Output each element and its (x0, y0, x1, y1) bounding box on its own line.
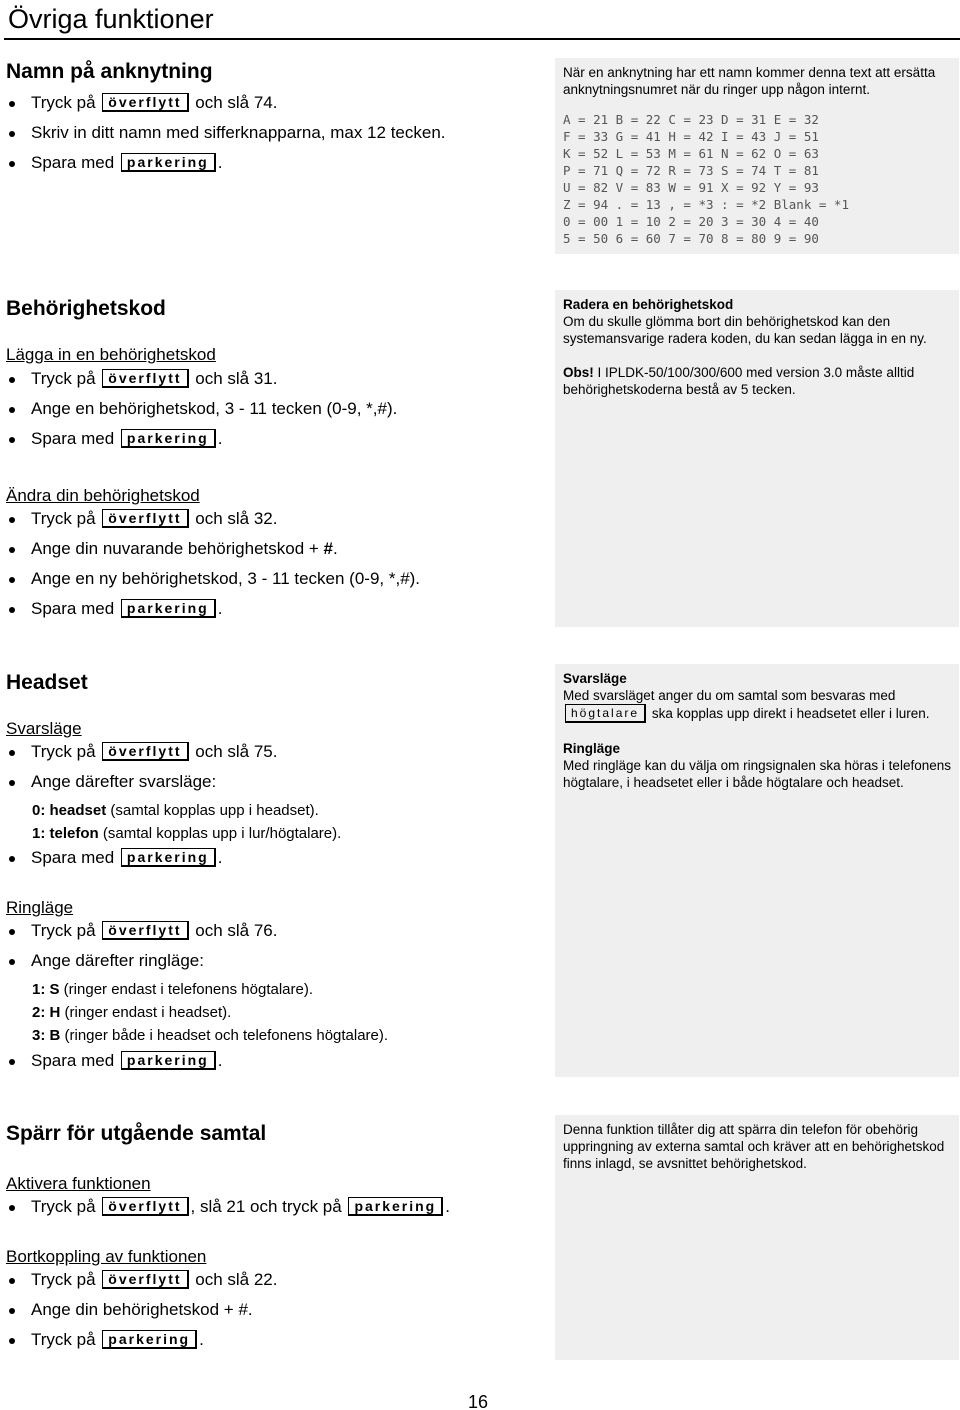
code-row: A = 21 B = 22 C = 23 D = 31 E = 32 (563, 112, 819, 127)
parkering-key: parkering (121, 1051, 216, 1070)
namn-info-box (555, 58, 959, 254)
option-item: 1: S (ringer endast i telefonens högtalare). (32, 981, 313, 998)
list-item: Ange en ny behörighetskod, 3 - 11 tecken (0-9, *,#). (6, 569, 546, 589)
hogtalare-key: högtalare (565, 704, 646, 723)
option-item: 3: B (ringer både i headset och telefonens högtalare). (32, 1027, 389, 1044)
ringlage-options (32, 978, 388, 1047)
bullet-icon (9, 407, 15, 413)
parkering-key: parkering (121, 153, 216, 172)
headset-info-box (555, 664, 959, 1077)
letter-code-table (563, 111, 951, 247)
lagga-subheading: Lägga in en behörighetskod (6, 345, 216, 364)
lagga-steps (6, 369, 546, 449)
list-item: Tryck på överflytt och slå 32. (6, 509, 546, 529)
code-row: Z = 94 . = 13 , = *3 : = *2 Blank = *1 (563, 197, 849, 212)
list-item: Ange din behörighetskod + #. (6, 1300, 546, 1320)
code-row: U = 82 V = 83 W = 91 X = 92 Y = 93 (563, 180, 819, 195)
bullet-icon (9, 1278, 15, 1284)
parkering-key: parkering (102, 1330, 197, 1349)
sparr-heading: Spärr för utgående samtal (6, 1122, 267, 1145)
bullet-icon (9, 929, 15, 935)
bortkoppling-steps (6, 1270, 546, 1350)
overflytt-key: överflytt (102, 93, 188, 112)
list-item: Spara med parkering . (6, 1051, 546, 1071)
parkering-key: parkering (121, 429, 216, 448)
list-item: Tryck på överflytt och slå 31. (6, 369, 546, 389)
list-item: Spara med parkering . (6, 429, 546, 449)
headset-heading: Headset (6, 671, 88, 694)
obs-note: Obs! I IPLDK-50/100/300/600 med version 3.0 måste alltid behörighetskoderna bestå av 5 tecken. (563, 365, 915, 397)
list-item: Tryck på överflytt och slå 22. (6, 1270, 546, 1290)
ringlage-save (6, 1051, 546, 1071)
namn-steps (6, 93, 546, 173)
sparr-info-box (555, 1115, 959, 1360)
overflytt-key: överflytt (102, 509, 188, 528)
page-title: Övriga funktioner (8, 4, 214, 34)
list-item: Spara med parkering . (6, 599, 546, 619)
list-item: Ange din nuvarande behörighetskod + #. (6, 539, 546, 559)
andra-subheading: Ändra din behörighetskod (6, 486, 200, 505)
overflytt-key: överflytt (102, 921, 188, 940)
overflytt-key: överflytt (102, 1270, 188, 1289)
namn-heading: Namn på anknytning (6, 60, 213, 83)
bullet-icon (9, 1308, 15, 1314)
bullet-icon (9, 856, 15, 862)
list-item: Skriv in ditt namn med sifferknapparna, max 12 tecken. (6, 123, 546, 143)
bullet-icon (9, 607, 15, 613)
bullet-icon (9, 1338, 15, 1344)
bullet-icon (9, 1205, 15, 1211)
svarslage-steps (6, 742, 546, 792)
bullet-icon (9, 437, 15, 443)
bullet-icon (9, 750, 15, 756)
list-item: Spara med parkering . (6, 153, 546, 173)
code-row: F = 33 G = 41 H = 42 I = 43 J = 51 (563, 129, 819, 144)
bullet-icon (9, 1059, 15, 1065)
code-row: P = 71 Q = 72 R = 73 S = 74 T = 81 (563, 163, 819, 178)
behorighet-info-box (555, 290, 959, 627)
radera-title: Radera en behörighetskod (563, 297, 734, 312)
parkering-key: parkering (121, 599, 216, 618)
overflytt-key: överflytt (102, 369, 188, 388)
code-row: 5 = 50 6 = 60 7 = 70 8 = 80 9 = 90 (563, 231, 819, 246)
bullet-icon (9, 547, 15, 553)
namn-info-text: När en anknytning har ett namn kommer denna text att ersätta anknytningsnumret när du ringer upp någon internt. (563, 65, 936, 97)
behorighet-heading: Behörighetskod (6, 297, 166, 320)
bullet-icon (9, 780, 15, 786)
svarslage-save (6, 848, 546, 868)
andra-steps (6, 509, 546, 619)
list-item: Ange därefter ringläge: (6, 951, 546, 971)
page-number: 16 (468, 1392, 489, 1410)
title-divider (4, 38, 960, 40)
list-item: Tryck på överflytt och slå 75. (6, 742, 546, 762)
bullet-icon (9, 577, 15, 583)
bullet-icon (9, 101, 15, 107)
bortkoppling-subheading: Bortkoppling av funktionen (6, 1247, 207, 1266)
svarslage-box-title: Svarsläge (563, 671, 627, 686)
bullet-icon (9, 517, 15, 523)
parkering-key: parkering (121, 848, 216, 867)
list-item: Tryck på överflytt och slå 76. (6, 921, 546, 941)
svarslage-options (32, 799, 341, 845)
sparr-info-text: Denna funktion tillåter dig att spärra din telefon för obehörig uppringning av externa samtal och kräver att en behörighetskod finns inlagd, se avsnittet behörighetskod. (563, 1122, 945, 1171)
code-row: 0 = 00 1 = 10 2 = 20 3 = 30 4 = 40 (563, 214, 819, 229)
bullet-icon (9, 377, 15, 383)
list-item: Spara med parkering . (6, 848, 546, 868)
overflytt-key: överflytt (102, 1197, 188, 1216)
option-item: 0: headset (samtal kopplas upp i headset). (32, 802, 319, 819)
parkering-key: parkering (348, 1197, 443, 1216)
svarslage-box-text: Med svarsläget anger du om samtal som besvaras med högtalare ska kopplas upp direkt i headsetet eller i luren. (563, 688, 930, 721)
list-item: Ange därefter svarsläge: (6, 772, 546, 792)
bullet-icon (9, 131, 15, 137)
ringlage-box-title: Ringläge (563, 741, 621, 756)
overflytt-key: överflytt (102, 742, 188, 761)
list-item: Tryck på överflytt och slå 74. (6, 93, 546, 113)
ringlage-box-text: Med ringläge kan du välja om ringsignalen ska höras i telefonens högtalare, i headsetet eller i både högtalare och headset. (563, 758, 951, 790)
svarslage-subheading: Svarsläge (6, 719, 82, 738)
list-item: Tryck på parkering . (6, 1330, 546, 1350)
radera-text: Om du skulle glömma bort din behörighetskod kan den systemansvarige radera koden, du kan sedan lägga in en ny. (563, 314, 927, 346)
code-row: K = 52 L = 53 M = 61 N = 62 O = 63 (563, 146, 819, 161)
ringlage-steps (6, 921, 546, 971)
bullet-icon (9, 161, 15, 167)
aktivera-steps (6, 1197, 546, 1217)
list-item: Ange en behörighetskod, 3 - 11 tecken (0-9, *,#). (6, 399, 546, 419)
option-item: 2: H (ringer endast i headset). (32, 1004, 232, 1021)
option-item: 1: telefon (samtal kopplas upp i lur/högtalare). (32, 825, 342, 842)
bullet-icon (9, 959, 15, 965)
ringlage-subheading: Ringläge (6, 898, 74, 917)
list-item: Tryck på överflytt , slå 21 och tryck på parkering . (6, 1197, 546, 1217)
aktivera-subheading: Aktivera funktionen (6, 1174, 151, 1193)
